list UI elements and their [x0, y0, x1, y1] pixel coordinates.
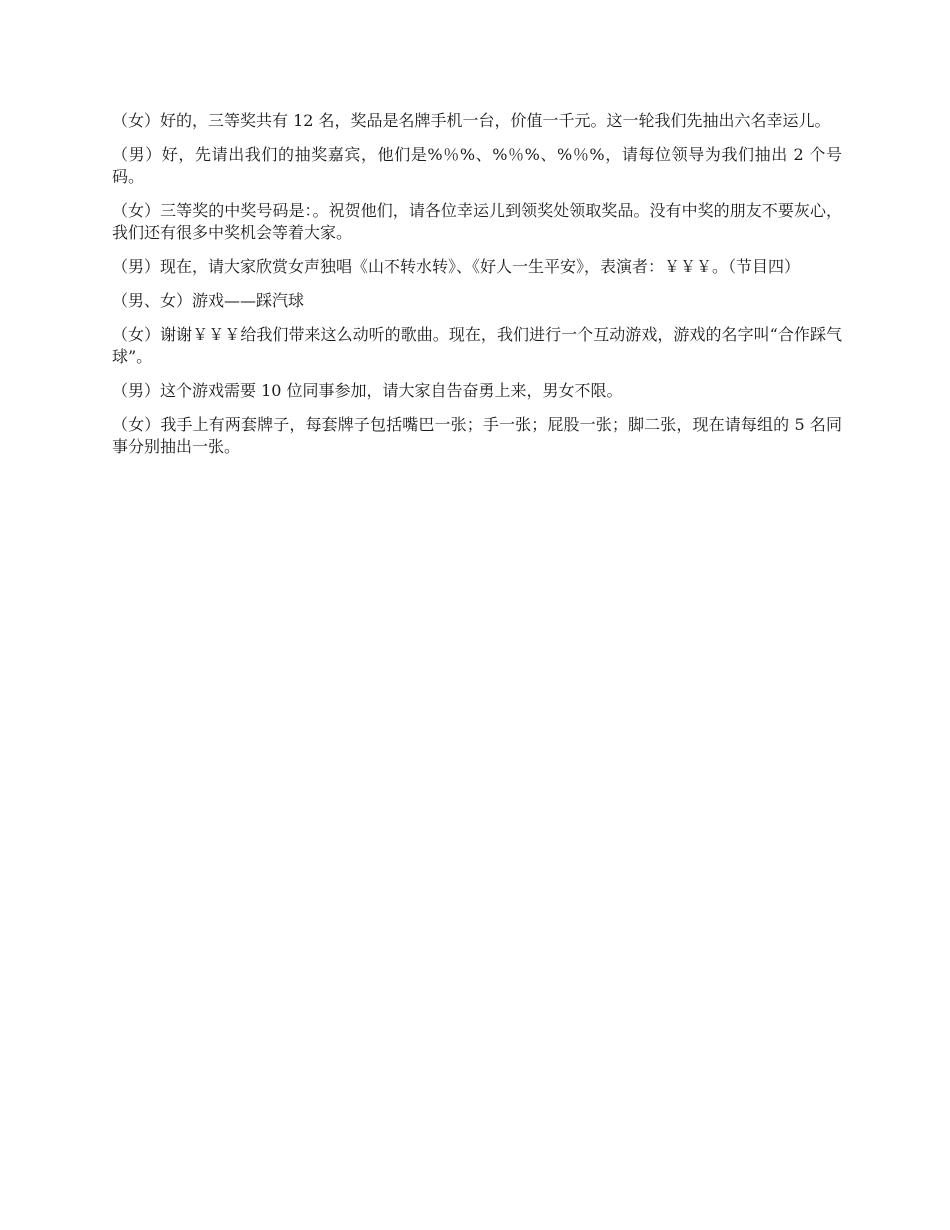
paragraph-7: （男）这个游戏需要 10 位同事参加，请大家自告奋勇上来，男女不限。	[112, 381, 623, 400]
paragraph-5: （男、女）游戏——踩汽球	[112, 291, 305, 310]
paragraph-6: （女）谢谢￥￥￥给我们带来这么动听的歌曲。现在，我们进行一个互动游戏，游戏的名字叫“合作踩气球”。	[112, 325, 842, 366]
document-body	[112, 110, 842, 458]
paragraph-1: （女）好的，三等奖共有 12 名，奖品是名牌手机一台，价值一千元。这一轮我们先抽出六名幸运儿。	[112, 111, 831, 130]
paragraph-4: （男）现在，请大家欣赏女声独唱《山不转水转》、《好人一生平安》，表演者：￥￥￥。（节目四）	[112, 257, 801, 276]
paragraph-3: （女）三等奖的中奖号码是：。祝贺他们，请各位幸运儿到领奖处领取奖品。没有中奖的朋友不要灰心，我们还有很多中奖机会等着大家。	[112, 201, 842, 242]
paragraph-8: （女）我手上有两套牌子，每套牌子包括嘴巴一张；手一张；屁股一张；脚二张，现在请每组的 5 名同事分别抽出一张。	[112, 415, 842, 456]
paragraph-2: （男）好，先请出我们的抽奖嘉宾，他们是%％%、%％%、%％%，请每位领导为我们抽出 2 个号码。	[112, 145, 842, 186]
